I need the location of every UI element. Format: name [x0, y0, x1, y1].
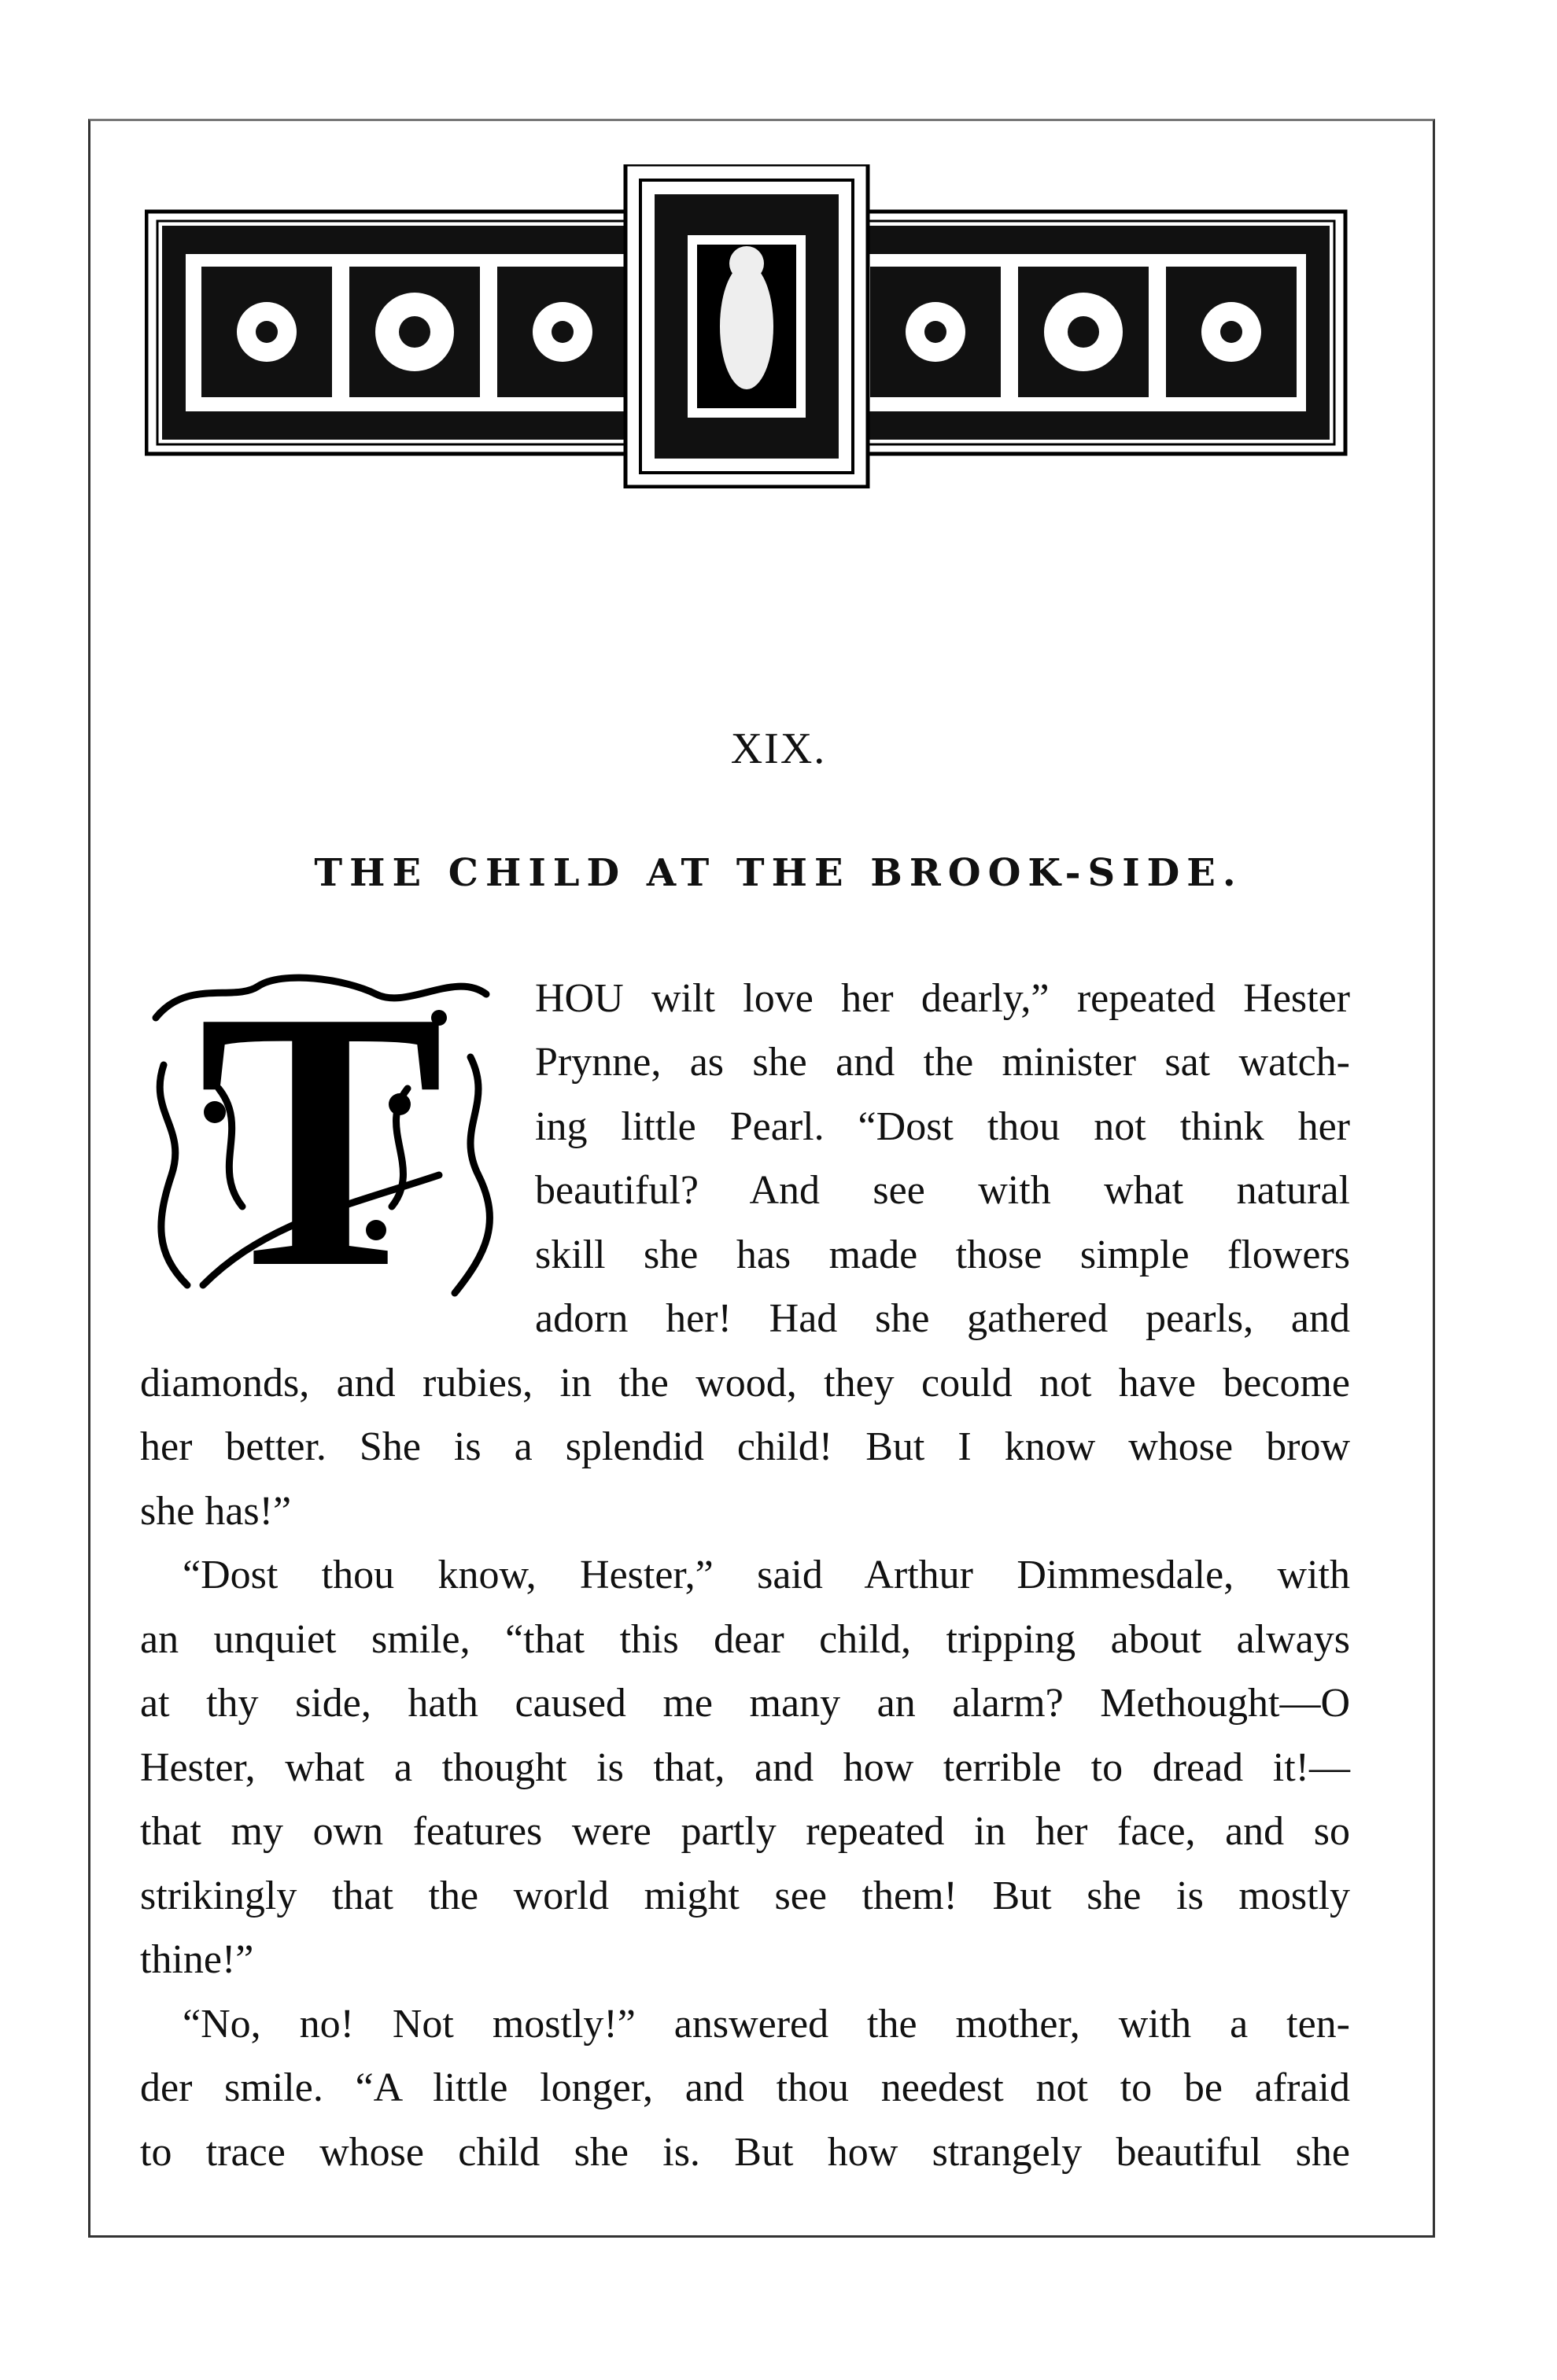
text-line: der smile. “A little longer, and thou needest not to be afraid	[140, 2065, 1350, 2110]
text-line: at thy side, hath caused me many an alarm? Methought—O	[140, 1681, 1350, 1726]
text-line: beautiful? And see with what natural	[535, 1168, 1350, 1213]
chapter-number: XIX.	[730, 724, 827, 773]
text-line: thine!”	[140, 1937, 254, 1982]
text-line: that my own features were partly repeated in her face, and so	[140, 1809, 1350, 1854]
drop-cap-letter: T	[197, 934, 445, 1344]
text-line: an unquiet smile, “that this dear child, tripping about always	[140, 1617, 1350, 1662]
text-line: HOU wilt love her dearly,” repeated Hester	[535, 976, 1350, 1021]
text-line: “Dost thou know, Hester,” said Arthur Dimmesdale, with	[183, 1553, 1350, 1597]
text-line: adorn her! Had she gathered pearls, and	[535, 1296, 1350, 1341]
text-line: Prynne, as she and the minister sat watch-	[535, 1040, 1350, 1085]
chapter-title: THE CHILD AT THE BROOK-SIDE.	[314, 851, 1243, 895]
text-line: “No, no! Not mostly!” answered the mother, with a ten-	[183, 2002, 1350, 2047]
header-ornament	[145, 164, 1349, 488]
text-line: diamonds, and rubies, in the wood, they could not have become	[140, 1361, 1350, 1406]
text-line: strikingly that the world might see them! But she is mostly	[140, 1873, 1350, 1918]
text-line: she has!”	[140, 1489, 292, 1534]
text-line: skill she has made those simple flowers	[535, 1232, 1350, 1277]
text-line: ing little Pearl. “Dost thou not think her	[535, 1104, 1350, 1149]
drop-cap	[140, 934, 502, 1344]
text-line: Hester, what a thought is that, and how terrible to dread it!—	[140, 1745, 1350, 1790]
text-line: to trace whose child she is. But how strangely beautiful she	[140, 2130, 1350, 2175]
text-line: her better. She is a splendid child! But I know whose brow	[140, 1424, 1350, 1469]
